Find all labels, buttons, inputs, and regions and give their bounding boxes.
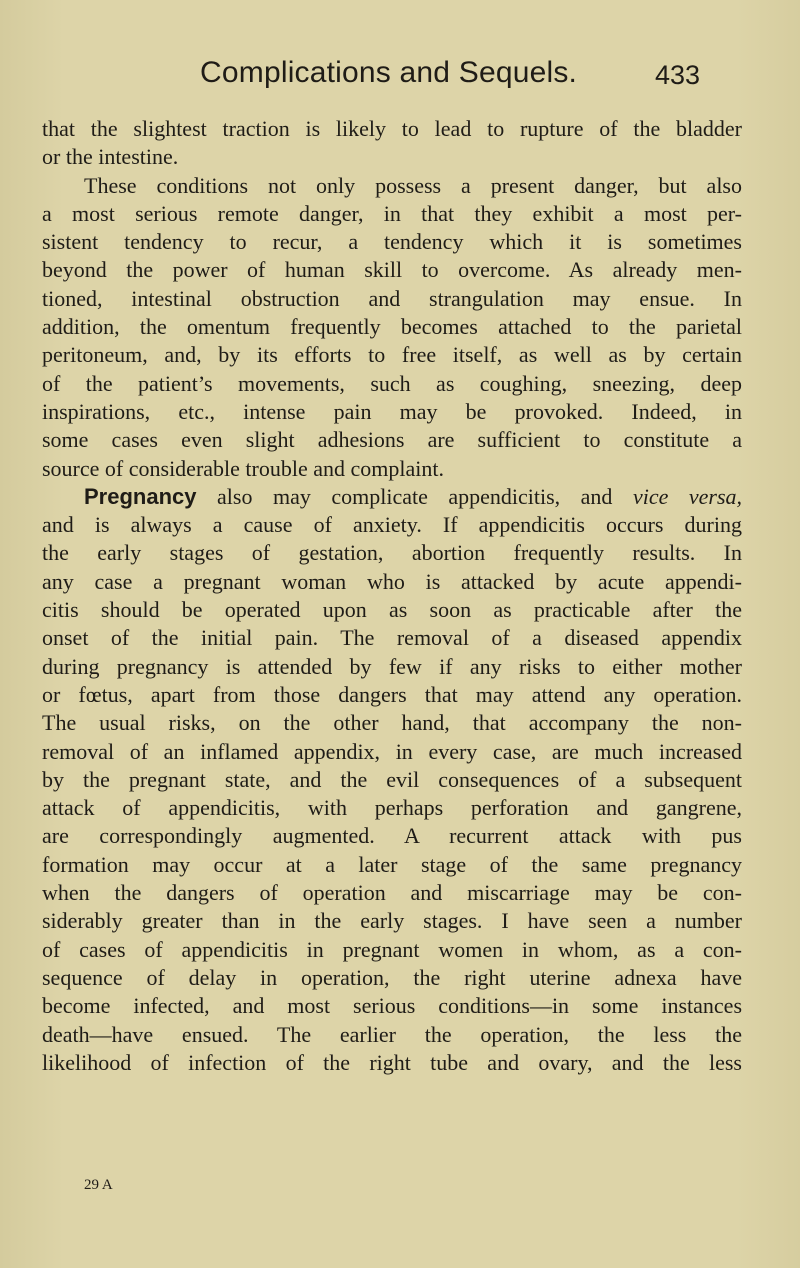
text-line: peritoneum, and, by its efforts to free itself, as well as by certain [42, 342, 742, 368]
text-line: The usual risks, on the other hand, that accompany the non- [42, 710, 742, 736]
text-line: source of considerable trouble and complaint. [42, 455, 444, 481]
page-number: 433 [654, 60, 700, 90]
running-title: Complications and Sequels. [200, 56, 578, 89]
text-line: sequence of delay in operation, the right uterine adnexa have [42, 964, 742, 990]
text-line: when the dangers of operation and miscarriage may be con- [42, 880, 742, 906]
text-line: some cases even slight adhesions are sufficient to constitute a [42, 427, 742, 453]
text-line: the early stages of gestation, abortion frequently results. In [42, 540, 742, 566]
text-line: removal of an inflamed appendix, in every case, are much increased [42, 738, 742, 764]
text-line: beyond the power of human skill to overcome. As already men- [42, 257, 742, 283]
running-head [200, 56, 700, 96]
text-line: inspirations, etc., intense pain may be provoked. Indeed, in [42, 398, 742, 424]
text-line: siderably greater than in the early stages. I have seen a number [42, 908, 742, 934]
text-line: addition, the omentum frequently becomes attached to the parietal [42, 314, 742, 340]
text-line: by the pregnant state, and the evil consequences of a subsequent [42, 766, 742, 792]
text-line: likelihood of infection of the right tube and ovary, and the less [42, 1049, 742, 1075]
text-line: become infected, and most serious conditions—in some instances [42, 993, 742, 1019]
text-line: of the patient’s movements, such as coughing, sneezing, deep [42, 370, 742, 396]
body-text [42, 115, 742, 1077]
signature-mark: 29 A [84, 1177, 113, 1193]
text-line: onset of the initial pain. The removal of a diseased appendix [42, 625, 742, 651]
text-line: attack of appendicitis, with perhaps perforation and gangrene, [42, 795, 742, 821]
text-line-segment: also may complicate appendicitis, and [217, 483, 613, 509]
text-line: any case a pregnant woman who is attacked by acute appendi- [42, 568, 742, 594]
text-line: a most serious remote danger, in that they exhibit a most per- [42, 200, 742, 226]
run-in-heading: Pregnancy [84, 483, 197, 509]
text-line: or the intestine. [42, 144, 179, 170]
italic-phrase: vice versa, [632, 483, 743, 509]
text-line: formation may occur at a later stage of the same pregnancy [42, 851, 742, 877]
text-line: and is always a cause of anxiety. If appendicitis occurs during [42, 512, 742, 538]
text-line: of cases of appendicitis in pregnant women in whom, as a con- [42, 936, 742, 962]
text-line: tioned, intestinal obstruction and strangulation may ensue. In [42, 285, 742, 311]
text-line: or fœtus, apart from those dangers that may attend any operation. [42, 681, 742, 707]
text-line: sistent tendency to recur, a tendency which it is sometimes [42, 229, 742, 255]
text-line-with-heading [42, 483, 742, 511]
text-line: that the slightest traction is likely to lead to rupture of the bladder [42, 116, 742, 141]
text-line: death—have ensued. The earlier the operation, the less the [42, 1021, 742, 1047]
text-line: are correspondingly augmented. A recurrent attack with pus [42, 823, 742, 849]
text-line: citis should be operated upon as soon as practicable after the [42, 597, 742, 623]
text-line: These conditions not only possess a present danger, but also [84, 172, 742, 198]
text-line: during pregnancy is attended by few if any risks to either mother [42, 653, 742, 679]
